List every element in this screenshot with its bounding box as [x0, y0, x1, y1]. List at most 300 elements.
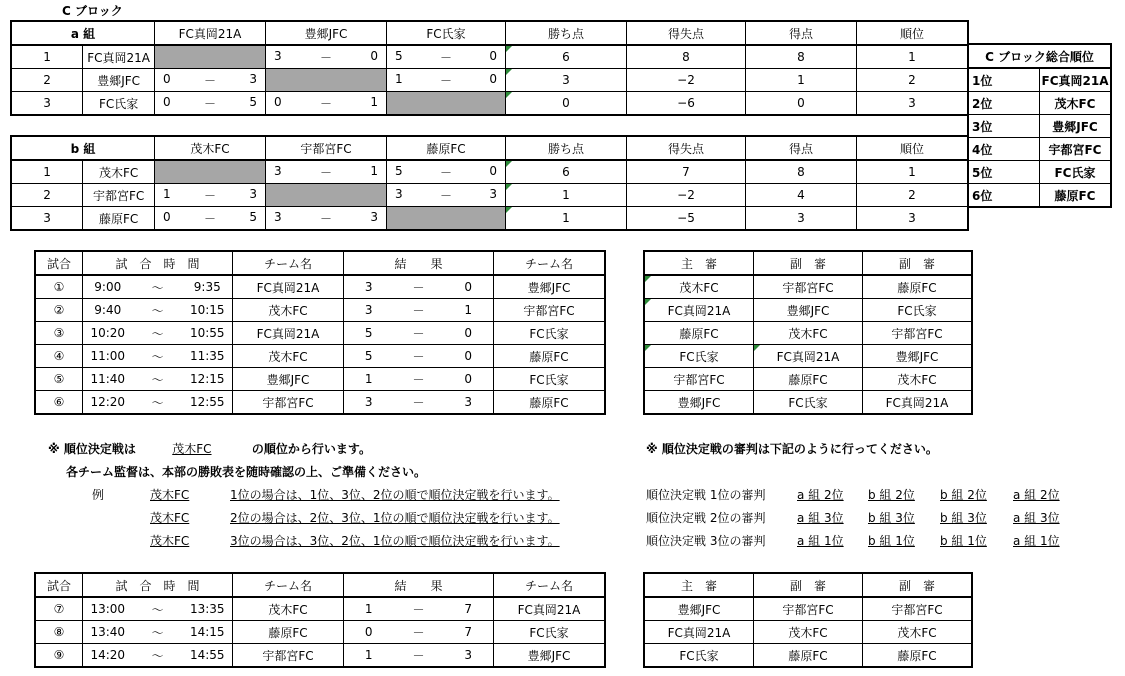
home-score: 5	[344, 322, 394, 345]
main-referee: 豊郷JFC	[644, 391, 754, 415]
away-team: 藤原FC	[494, 345, 606, 368]
time-header: 試 合 時 間	[83, 573, 233, 597]
end-time: 12:15	[183, 368, 233, 391]
end-time: 9:35	[183, 275, 233, 299]
away-team: 宇都宮FC	[494, 299, 606, 322]
assistant-referee-header: 副 審	[863, 251, 973, 275]
playoff-referee-assignment: a 組 3位	[1013, 511, 1060, 525]
assistant-referee: 豊郷JFC	[754, 299, 863, 322]
score-dash: －	[394, 299, 444, 322]
match-score	[387, 207, 506, 231]
overall-place: 3位	[968, 115, 1040, 138]
home-team: FC真岡21A	[233, 322, 344, 345]
assistant-referee: FC氏家	[863, 299, 973, 322]
goals: 8	[746, 160, 857, 184]
group-header-row	[11, 21, 968, 45]
match-number: ③	[35, 322, 83, 345]
score-left: 0	[274, 94, 282, 109]
overall-row	[968, 115, 1111, 138]
score-left: 3	[274, 163, 282, 178]
home-team: 豊郷JFC	[233, 368, 344, 391]
home-score: 3	[344, 275, 394, 299]
match-score	[155, 69, 266, 92]
score-right: 0	[489, 48, 497, 63]
time-tilde: ～	[133, 299, 183, 322]
team-column-header: FC氏家	[387, 21, 506, 45]
note-referee-instruction: ※ 順位決定戦の審判は下記のように行ってください。	[646, 442, 938, 456]
home-team: 宇都宮FC	[233, 644, 344, 668]
score-right: 0	[489, 163, 497, 178]
home-score: 1	[344, 597, 394, 621]
assistant-referee: 宇都宮FC	[863, 322, 973, 345]
referee-row	[644, 275, 972, 299]
schedule-row	[35, 345, 605, 368]
main-referee: 茂木FC	[644, 275, 754, 299]
assistant-referee: 宇都宮FC	[863, 597, 973, 621]
start-time: 11:40	[83, 368, 133, 391]
group-row	[11, 45, 968, 69]
goals: 4	[746, 184, 857, 207]
end-time: 14:15	[183, 621, 233, 644]
referee-row	[644, 597, 972, 621]
team-column-header: 茂木FC	[155, 136, 266, 160]
home-score: 3	[344, 299, 394, 322]
away-score: 7	[444, 621, 494, 644]
team-name: FC真岡21A	[83, 45, 155, 69]
score-dash: －	[203, 188, 216, 203]
playoff-referee-label: 順位決定戦 2位の審判	[646, 511, 766, 525]
stat-column-header: 得点	[746, 21, 857, 45]
playoff-referee-assignment: a 組 3位	[797, 511, 844, 525]
stat-column-header: 得失点	[627, 136, 746, 160]
match-number: ②	[35, 299, 83, 322]
score-right: 0	[489, 71, 497, 86]
score-dash: －	[394, 275, 444, 299]
away-score: 0	[444, 345, 494, 368]
overall-team: 茂木FC	[1040, 92, 1112, 115]
start-time: 12:20	[83, 391, 133, 415]
away-score: 0	[444, 275, 494, 299]
end-time: 10:55	[183, 322, 233, 345]
example-team: 茂木FC	[150, 511, 190, 525]
match-score	[155, 45, 266, 69]
referee-table-2	[643, 572, 973, 668]
goal-difference: −6	[627, 92, 746, 116]
home-team: 茂木FC	[233, 299, 344, 322]
main-referee-header: 主 審	[644, 251, 754, 275]
match-score	[387, 45, 506, 69]
example-team: 茂木FC	[150, 534, 190, 548]
playoff-referee-assignment: b 組 3位	[868, 511, 915, 525]
overall-row	[968, 68, 1111, 92]
score-dash: －	[394, 644, 444, 668]
overall-team: 藤原FC	[1040, 184, 1112, 208]
stat-column-header: 得点	[746, 136, 857, 160]
end-time: 14:55	[183, 644, 233, 668]
score-dash: －	[439, 50, 452, 65]
rank: 1	[857, 45, 969, 69]
end-time: 10:15	[183, 299, 233, 322]
team-column-header: 宇都宮FC	[266, 136, 387, 160]
score-right: 5	[249, 94, 257, 109]
main-referee: FC氏家	[644, 345, 754, 368]
score-dash: －	[394, 391, 444, 415]
referee-header-row	[644, 573, 972, 597]
match-score	[266, 45, 387, 69]
team-header: チーム名	[494, 573, 606, 597]
time-tilde: ～	[133, 597, 183, 621]
time-tilde: ～	[133, 621, 183, 644]
score-dash: －	[439, 188, 452, 203]
block-title: C ブロック	[62, 4, 123, 18]
end-time: 11:35	[183, 345, 233, 368]
start-time: 10:20	[83, 322, 133, 345]
referee-row	[644, 644, 972, 668]
score-right: 3	[249, 71, 257, 86]
away-score: 3	[444, 644, 494, 668]
playoff-referee-assignment: b 組 1位	[868, 534, 915, 548]
main-referee: 宇都宮FC	[644, 368, 754, 391]
match-score	[266, 207, 387, 231]
match-number: ④	[35, 345, 83, 368]
end-time: 12:55	[183, 391, 233, 415]
match-score	[266, 69, 387, 92]
home-score: 1	[344, 644, 394, 668]
rank: 2	[857, 184, 969, 207]
team-column-header: FC真岡21A	[155, 21, 266, 45]
example-label: 例	[92, 488, 105, 502]
away-team: 豊郷JFC	[494, 644, 606, 668]
away-team: FC真岡21A	[494, 597, 606, 621]
rank: 3	[857, 92, 969, 116]
playoff-referee-assignment: b 組 3位	[940, 511, 987, 525]
match-number: ⑥	[35, 391, 83, 415]
team-name: 藤原FC	[83, 207, 155, 231]
score-left: 0	[163, 209, 171, 224]
team-column-header: 豊郷JFC	[266, 21, 387, 45]
team-column-header: 藤原FC	[387, 136, 506, 160]
home-team: FC真岡21A	[233, 275, 344, 299]
row-number: 2	[11, 69, 83, 92]
away-score: 1	[444, 299, 494, 322]
score-right: 3	[249, 186, 257, 201]
note-ranking-suffix: の順位から行います。	[251, 442, 371, 456]
main-referee: FC真岡21A	[644, 621, 754, 644]
assistant-referee: 茂木FC	[863, 368, 973, 391]
overall-place: 4位	[968, 138, 1040, 161]
group-row	[11, 207, 968, 231]
away-team: FC氏家	[494, 368, 606, 391]
overall-place: 2位	[968, 92, 1040, 115]
playoff-referee-assignment: b 組 1位	[940, 534, 987, 548]
match-score	[387, 184, 506, 207]
home-team: 藤原FC	[233, 621, 344, 644]
away-score: 0	[444, 368, 494, 391]
assistant-referee: 宇都宮FC	[754, 597, 863, 621]
score-left: 1	[395, 71, 403, 86]
score-dash: －	[394, 597, 444, 621]
start-time: 13:00	[83, 597, 133, 621]
match-score	[155, 184, 266, 207]
away-score: 3	[444, 391, 494, 415]
match-number: ⑧	[35, 621, 83, 644]
match-number: ⑦	[35, 597, 83, 621]
start-time: 11:00	[83, 345, 133, 368]
schedule-table-2	[34, 572, 606, 668]
points: 1	[506, 207, 627, 231]
assistant-referee: 茂木FC	[863, 621, 973, 644]
assistant-referee: 藤原FC	[754, 368, 863, 391]
home-score: 5	[344, 345, 394, 368]
goal-difference: 7	[627, 160, 746, 184]
playoff-referee-assignment: a 組 1位	[1013, 534, 1060, 548]
match-score	[387, 160, 506, 184]
match-score	[387, 69, 506, 92]
score-right: 3	[489, 186, 497, 201]
result-header: 結 果	[344, 251, 494, 275]
score-dash: －	[203, 73, 216, 88]
overall-title: C ブロック総合順位	[968, 44, 1111, 68]
group-row	[11, 184, 968, 207]
team-header: チーム名	[494, 251, 606, 275]
main-referee: FC氏家	[644, 644, 754, 668]
match-score	[387, 92, 506, 116]
points: 3	[506, 69, 627, 92]
schedule-row	[35, 391, 605, 415]
score-left: 0	[163, 71, 171, 86]
match-number: ⑤	[35, 368, 83, 391]
goal-difference: −2	[627, 184, 746, 207]
away-team: 豊郷JFC	[494, 275, 606, 299]
note-ranking-team: 茂木FC	[172, 442, 212, 456]
home-score: 0	[344, 621, 394, 644]
match-number: ⑨	[35, 644, 83, 668]
points: 1	[506, 184, 627, 207]
stat-column-header: 勝ち点	[506, 136, 627, 160]
points: 6	[506, 45, 627, 69]
score-left: 0	[163, 94, 171, 109]
team-name: 茂木FC	[83, 160, 155, 184]
group-row	[11, 69, 968, 92]
assistant-referee-header: 副 審	[863, 573, 973, 597]
score-left: 5	[395, 48, 403, 63]
assistant-referee: FC真岡21A	[754, 345, 863, 368]
assistant-referee: FC氏家	[754, 391, 863, 415]
score-dash: －	[203, 96, 216, 111]
main-referee: FC真岡21A	[644, 299, 754, 322]
match-score	[155, 92, 266, 116]
score-left: 1	[163, 186, 171, 201]
away-score: 7	[444, 597, 494, 621]
match-score	[266, 92, 387, 116]
overall-header-row	[968, 44, 1111, 68]
referee-table-1	[643, 250, 973, 415]
score-right: 5	[249, 209, 257, 224]
group-header-row	[11, 136, 968, 160]
stat-column-header: 順位	[857, 21, 969, 45]
time-tilde: ～	[133, 322, 183, 345]
goal-difference: 8	[627, 45, 746, 69]
score-left: 3	[395, 186, 403, 201]
referee-row	[644, 299, 972, 322]
playoff-referee-label: 順位決定戦 3位の審判	[646, 534, 766, 548]
schedule-row	[35, 597, 605, 621]
time-tilde: ～	[133, 368, 183, 391]
score-left: 3	[274, 209, 282, 224]
schedule-row	[35, 322, 605, 345]
team-name: FC氏家	[83, 92, 155, 116]
score-left: 5	[395, 163, 403, 178]
time-tilde: ～	[133, 275, 183, 299]
overall-place: 5位	[968, 161, 1040, 184]
goals: 3	[746, 207, 857, 231]
match-score	[155, 207, 266, 231]
score-dash: －	[394, 345, 444, 368]
row-number: 1	[11, 45, 83, 69]
assistant-referee: FC真岡21A	[863, 391, 973, 415]
score-dash: －	[394, 322, 444, 345]
main-referee: 藤原FC	[644, 322, 754, 345]
assistant-referee-header: 副 審	[754, 573, 863, 597]
schedule-row	[35, 299, 605, 322]
score-dash: －	[203, 211, 216, 226]
match-header: 試合	[35, 573, 83, 597]
overall-row	[968, 161, 1111, 184]
stat-column-header: 順位	[857, 136, 969, 160]
assistant-referee: 藤原FC	[863, 275, 973, 299]
playoff-referee-assignment: a 組 2位	[797, 488, 844, 502]
row-number: 3	[11, 207, 83, 231]
team-name: 宇都宮FC	[83, 184, 155, 207]
rank: 2	[857, 69, 969, 92]
overall-team: FC氏家	[1040, 161, 1112, 184]
example-text: 1位の場合は、1位、3位、2位の順で順位決定戦を行います。	[230, 488, 560, 502]
group-label: a 組	[11, 21, 155, 45]
time-header: 試 合 時 間	[83, 251, 233, 275]
rank: 3	[857, 207, 969, 231]
schedule-header-row	[35, 573, 605, 597]
time-tilde: ～	[133, 391, 183, 415]
playoff-referee-assignment: a 組 1位	[797, 534, 844, 548]
referee-header-row	[644, 251, 972, 275]
score-dash: －	[394, 621, 444, 644]
row-number: 2	[11, 184, 83, 207]
overall-row	[968, 138, 1111, 161]
row-number: 3	[11, 92, 83, 116]
group-a-standings-table	[10, 20, 969, 116]
note-ranking-prefix: ※ 順位決定戦は	[48, 442, 136, 456]
assistant-referee-header: 副 審	[754, 251, 863, 275]
score-dash: －	[319, 96, 332, 111]
overall-team: FC真岡21A	[1040, 68, 1112, 92]
start-time: 9:40	[83, 299, 133, 322]
playoff-referee-assignment: b 組 2位	[868, 488, 915, 502]
referee-row	[644, 322, 972, 345]
score-left: 3	[274, 48, 282, 63]
group-label: b 組	[11, 136, 155, 160]
time-tilde: ～	[133, 345, 183, 368]
example-text: 3位の場合は、3位、2位、1位の順で順位決定戦を行います。	[230, 534, 560, 548]
home-team: 茂木FC	[233, 345, 344, 368]
match-score	[266, 160, 387, 184]
referee-row	[644, 391, 972, 415]
score-dash: －	[319, 211, 332, 226]
note-managers: 各チーム監督は、本部の勝敗表を随時確認の上、ご準備ください。	[66, 465, 427, 479]
team-header: チーム名	[233, 251, 344, 275]
home-score: 1	[344, 368, 394, 391]
score-dash: －	[319, 50, 332, 65]
goal-difference: −2	[627, 69, 746, 92]
schedule-row	[35, 644, 605, 668]
start-time: 9:00	[83, 275, 133, 299]
schedule-row	[35, 621, 605, 644]
score-right: 0	[370, 48, 378, 63]
main-referee-header: 主 審	[644, 573, 754, 597]
home-team: 宇都宮FC	[233, 391, 344, 415]
score-right: 3	[370, 209, 378, 224]
away-team: FC氏家	[494, 322, 606, 345]
note-ranking-order	[48, 440, 371, 457]
overall-ranking-table	[967, 43, 1112, 208]
example-team: 茂木FC	[150, 488, 190, 502]
assistant-referee: 藤原FC	[863, 644, 973, 668]
score-dash: －	[439, 165, 452, 180]
overall-team: 豊郷JFC	[1040, 115, 1112, 138]
playoff-referee-label: 順位決定戦 1位の審判	[646, 488, 766, 502]
assistant-referee: 茂木FC	[754, 322, 863, 345]
group-row	[11, 160, 968, 184]
assistant-referee: 豊郷JFC	[863, 345, 973, 368]
referee-row	[644, 621, 972, 644]
away-team: 藤原FC	[494, 391, 606, 415]
assistant-referee: 宇都宮FC	[754, 275, 863, 299]
referee-row	[644, 368, 972, 391]
team-header: チーム名	[233, 573, 344, 597]
group-b-standings-table	[10, 135, 969, 231]
overall-row	[968, 184, 1111, 208]
stat-column-header: 得失点	[627, 21, 746, 45]
stat-column-header: 勝ち点	[506, 21, 627, 45]
match-score	[155, 160, 266, 184]
match-score	[266, 184, 387, 207]
schedule-table-1	[34, 250, 606, 415]
referee-row	[644, 345, 972, 368]
points: 6	[506, 160, 627, 184]
score-dash: －	[319, 165, 332, 180]
away-team: FC氏家	[494, 621, 606, 644]
goals: 1	[746, 69, 857, 92]
playoff-referee-assignment: b 組 2位	[940, 488, 987, 502]
schedule-row	[35, 368, 605, 391]
result-header: 結 果	[344, 573, 494, 597]
score-right: 1	[370, 163, 378, 178]
schedule-row	[35, 275, 605, 299]
main-referee: 豊郷JFC	[644, 597, 754, 621]
start-time: 13:40	[83, 621, 133, 644]
overall-place: 1位	[968, 68, 1040, 92]
group-row	[11, 92, 968, 116]
time-tilde: ～	[133, 644, 183, 668]
home-score: 3	[344, 391, 394, 415]
points: 0	[506, 92, 627, 116]
start-time: 14:20	[83, 644, 133, 668]
end-time: 13:35	[183, 597, 233, 621]
score-dash: －	[439, 73, 452, 88]
goals: 8	[746, 45, 857, 69]
score-dash: －	[394, 368, 444, 391]
assistant-referee: 藤原FC	[754, 644, 863, 668]
schedule-header-row	[35, 251, 605, 275]
